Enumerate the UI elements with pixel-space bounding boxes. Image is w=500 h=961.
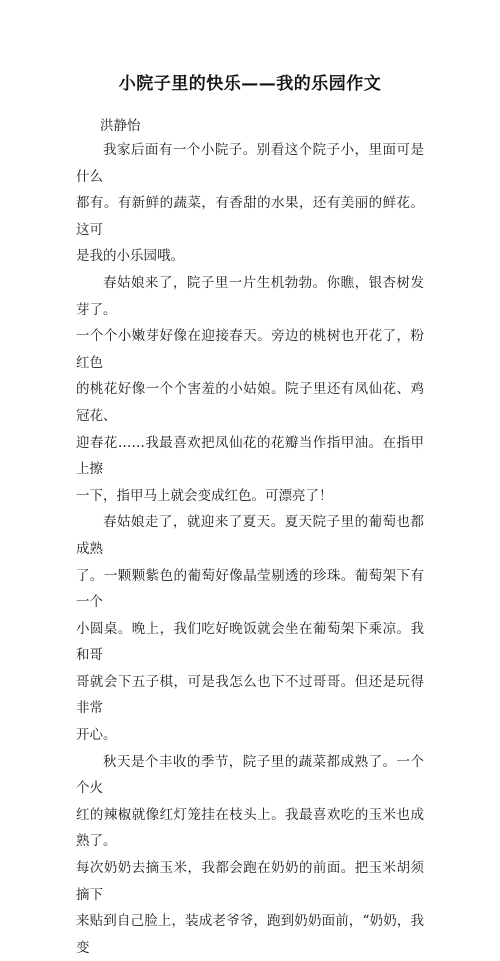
paragraph-spring: 春姑娘来了，院子里一片生机勃勃。你瞧，银杏树发芽了。 一个个小嫩芽好像在迎接春天。旁边的桃树也开花了，粉红色 的桃花好像一个个害羞的小姑娘。院子里还有凤仙花、鸡冠花、 迎春花……我最喜欢把凤仙花的花瓣当作指甲油。在指甲上擦 一下，指甲马上就会变成红色。可漂亮了！ xyxy=(76,274,424,504)
paragraph-summer: 春姑娘走了，就迎来了夏天。夏天院子里的葡萄也都成熟 了。一颗颗紫色的葡萄好像晶莹剔透的珍珠。葡萄架下有一个 小圆桌。晚上，我们吃好晚饭就会坐在葡萄架下乘凉。我和哥 哥就会下五子棋，可是我怎么也下不过哥哥。但还是玩得非常 开心。 xyxy=(76,514,424,744)
paragraph-intro: 我家后面有一个小院子。别看这个院子小，里面可是什么 都有。有新鲜的蔬菜，有香甜的水果，还有美丽的鲜花。这可 是我的小乐园哦。 xyxy=(76,142,424,265)
paragraph-autumn: 秋天是个丰收的季节，院子里的蔬菜都成熟了。一个个火 红的辣椒就像红灯笼挂在枝头上。我最喜欢吃的玉米也成熟了。 每次奶奶去摘玉米，我都会跑在奶奶的前面。把玉米胡须摘下 来贴到自己脸上，装成老爷爷，跑到奶奶面前，“奶奶，我变 xyxy=(76,753,424,956)
document-title: 小院子里的快乐——我的乐园作文 xyxy=(118,74,382,94)
author-name: 洪静怡 xyxy=(100,118,141,134)
article-body xyxy=(76,137,424,961)
